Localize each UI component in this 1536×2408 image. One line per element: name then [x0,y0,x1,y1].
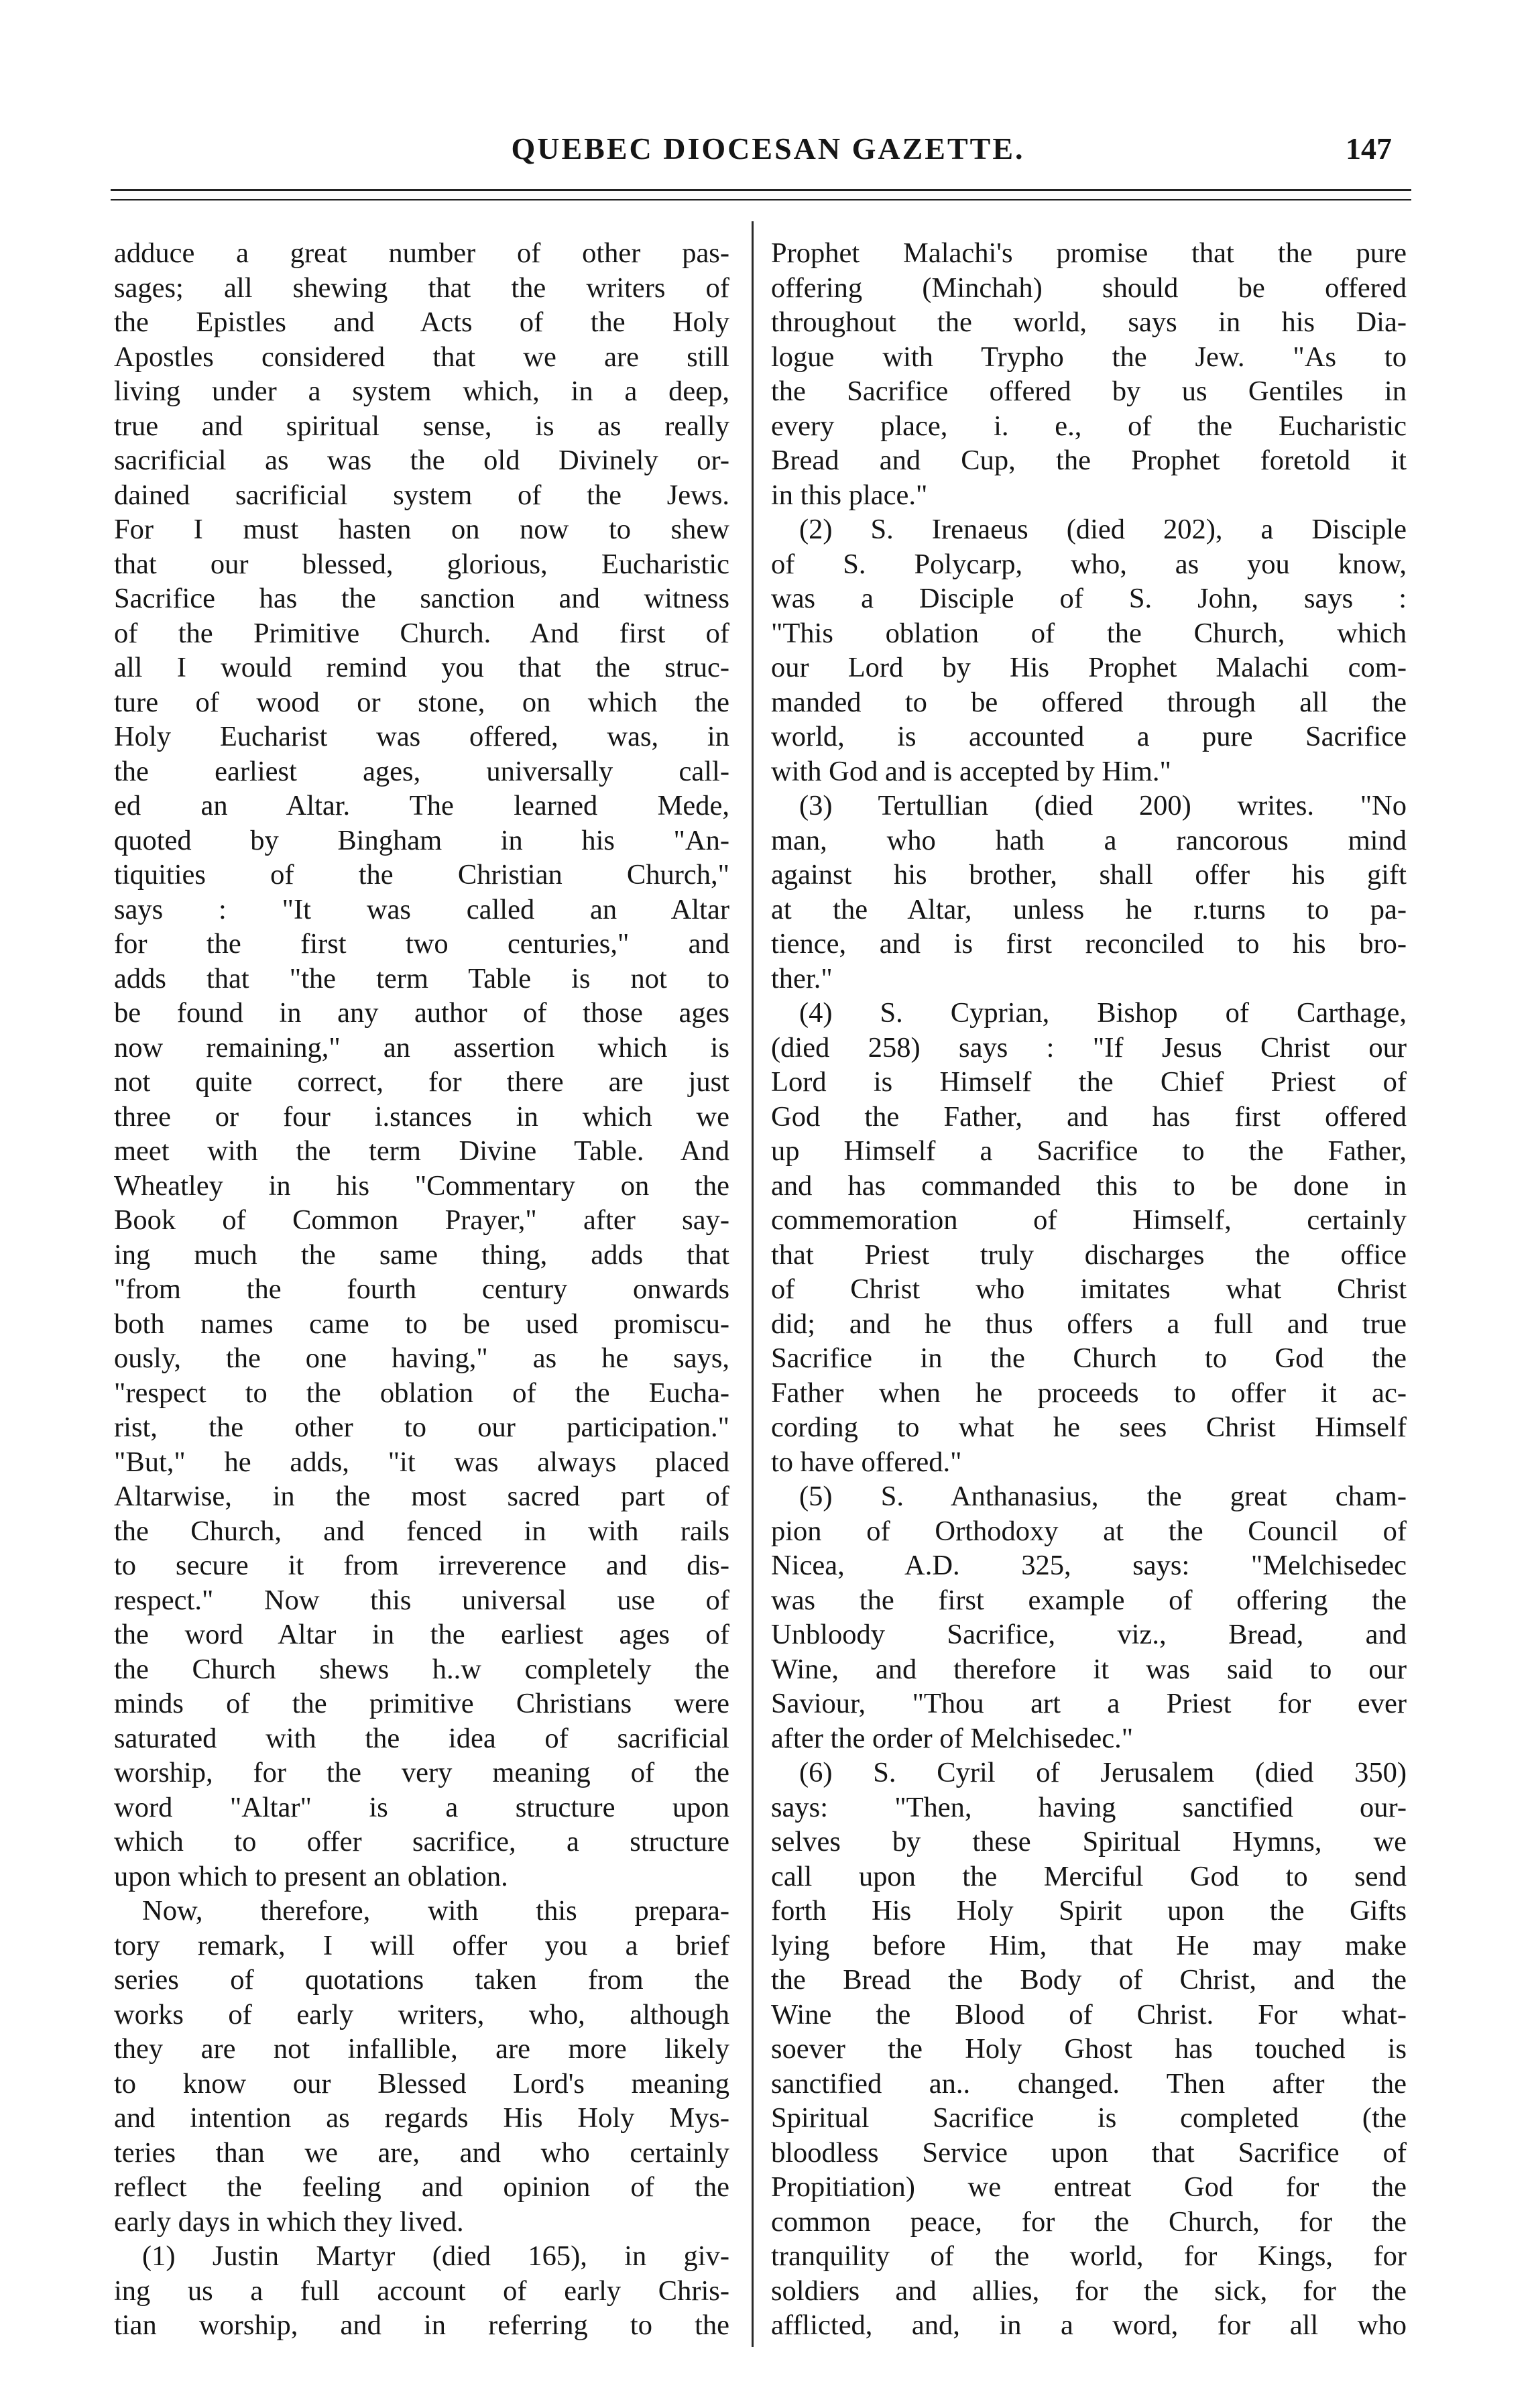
text-line: forth His Holy Spirit upon the Gifts [771,1895,1407,1927]
text-line: Bread and Cup, the Prophet foretold it [771,445,1407,476]
text-line: (5) S. Anthanasius, the great cham- [799,1481,1407,1512]
text-line: with God and is accepted by Him." [771,755,1171,787]
text-line: for the first two centuries," and [114,928,729,960]
text-line: manded to be offered through all the [771,686,1407,718]
text-line: God the Father, and has first offered [771,1100,1407,1133]
text-line: tranquility of the world, for Kings, for [771,2240,1407,2272]
text-line: of S. Polycarp, who, as you know, [771,548,1407,580]
text-line: now remaining," an assertion which is [114,1031,729,1064]
text-line: did; and he thus offers a full and true [771,1308,1407,1340]
text-line: teries than we are, and who certainly [114,2136,729,2169]
text-line: adduce a great number of other pas- [114,237,729,269]
text-line: was the first example of offering the [771,1584,1407,1616]
text-line: Saviour, "Thou art a Priest for ever [771,1688,1407,1719]
text-line: worship, for the very meaning of the [114,1757,729,1788]
text-line: after the order of Melchisedec." [771,1722,1134,1754]
text-line: logue with Trypho the Jew. "As to [771,341,1407,373]
text-line: meet with the term Divine Table. And [114,1135,729,1167]
text-line: respect." Now this universal use of [114,1584,729,1616]
left-column [114,236,729,2343]
text-line: minds of the primitive Christians were [114,1688,729,1719]
text-line: lying before Him, that He may make [771,1929,1407,1961]
text-line: "This oblation of the Church, which [771,617,1407,649]
text-line: Spiritual Sacrifice is completed (the [771,2102,1407,2134]
text-line: which to offer sacrifice, a structure [114,1826,729,1857]
text-line: (1) Justin Martyr (died 165), in giv- [142,2240,729,2272]
header-rule-top [111,189,1411,191]
text-line: Propitiation) we entreat God for the [771,2171,1407,2203]
text-line: bloodless Service upon that Sacrifice of [771,2136,1407,2169]
text-line: Holy Eucharist was offered, was, in [114,721,729,752]
text-line: (4) S. Cyprian, Bishop of Carthage, [799,997,1407,1029]
text-line: the Church shews h..w completely the [114,1653,729,1685]
text-line: three or four i.stances in which we [114,1100,729,1133]
running-title: QUEBEC DIOCESAN GAZETTE. [511,131,1025,166]
text-line: and intention as regards His Holy Mys- [114,2102,729,2134]
text-line: rist, the other to our participation." [114,1412,729,1443]
text-line: was a Disciple of S. John, says : [771,583,1407,614]
text-line: true and spiritual sense, is as really [114,410,729,442]
text-line: reflect the feeling and opinion of the [114,2171,729,2203]
text-line: word "Altar" is a structure upon [114,1791,729,1823]
text-line: of Christ who imitates what Christ [771,1273,1407,1305]
text-line: world, is accounted a pure Sacrifice [771,721,1407,752]
text-line: quoted by Bingham in his "An- [114,824,729,856]
text-line: up Himself a Sacrifice to the Father, [771,1135,1407,1167]
text-line: Apostles considered that we are still [114,341,729,373]
text-line: call upon the Merciful God to send [771,1860,1407,1892]
text-line: (died 258) says : "If Jesus Christ our [771,1031,1407,1064]
text-line: ed an Altar. The learned Mede, [114,790,729,821]
text-line: Sacrifice in the Church to God the [771,1342,1407,1374]
text-line: Wheatley in his "Commentary on the [114,1169,729,1202]
text-line: (2) S. Irenaeus (died 202), a Disciple [799,514,1407,545]
text-line: every place, i. e., of the Eucharistic [771,410,1407,442]
text-line: soldiers and allies, for the sick, for the [771,2275,1407,2307]
text-line: living under a system which, in a deep, [114,376,729,407]
text-line: says: "Then, having sanctified our- [771,1791,1407,1823]
text-line: throughout the world, says in his Dia- [771,306,1407,338]
text-line: Prophet Malachi's promise that the pure [771,237,1407,269]
text-line: and has commanded this to be done in [771,1169,1407,1202]
page-number: 147 [1346,131,1392,166]
text-line: Sacrifice has the sanction and witness [114,583,729,614]
text-line: sacrificial as was the old Divinely or- [114,445,729,476]
text-line: Father when he proceeds to offer it ac- [771,1377,1407,1409]
text-line: of the Primitive Church. And first of [114,617,729,649]
text-line: says : "It was called an Altar [114,893,729,925]
text-line: series of quotations taken from the [114,1964,729,1996]
text-line: ther." [771,962,833,994]
text-line: For I must hasten on now to shew [114,514,729,545]
text-line: both names came to be used promiscu- [114,1308,729,1340]
header-rule-bottom [111,199,1411,200]
text-line: Altarwise, in the most sacred part of [114,1481,729,1512]
right-column [771,236,1407,2343]
text-line: not quite correct, for there are just [114,1066,729,1098]
text-line: to know our Blessed Lord's meaning [114,2067,729,2100]
text-line: dained sacrificial system of the Jews. [114,479,729,511]
page-header [0,0,1536,201]
text-line: Now, therefore, with this prepara- [142,1895,729,1927]
text-line: saturated with the idea of sacrificial [114,1722,729,1754]
text-line: the Bread the Body of Christ, and the [771,1964,1407,1996]
text-line: ture of wood or stone, on which the [114,686,729,718]
text-line: sages; all shewing that the writers of [114,272,729,304]
text-line: "respect to the oblation of the Eucha- [114,1377,729,1409]
text-line: the word Altar in the earliest ages of [114,1619,729,1650]
text-line: tory remark, I will offer you a brief [114,1929,729,1961]
text-line: tiquities of the Christian Church," [114,859,729,891]
text-line: the earliest ages, universally call- [114,755,729,787]
text-line: that our blessed, glorious, Eucharistic [114,548,729,580]
text-line: afflicted, and, in a word, for all who [771,2309,1407,2341]
text-line: "from the fourth century onwards [114,1273,729,1305]
text-line: Wine the Blood of Christ. For what- [771,1998,1407,2030]
text-line: in this place." [771,479,928,511]
text-line: to secure it from irreverence and dis- [114,1550,729,1581]
text-line: upon which to present an oblation. [114,1860,508,1892]
text-line: tience, and is first reconciled to his bro- [771,928,1407,960]
text-line: the Epistles and Acts of the Holy [114,306,729,338]
text-line: ing us a full account of early Chris- [114,2275,729,2307]
text-line: Lord is Himself the Chief Priest of [771,1066,1407,1098]
text-line: Wine, and therefore it was said to our [771,1653,1407,1685]
text-line: man, who hath a rancorous mind [771,824,1407,856]
text-line: adds that "the term Table is not to [114,962,729,994]
text-line: (3) Tertullian (died 200) writes. "No [799,790,1407,821]
text-line: common peace, for the Church, for the [771,2205,1407,2238]
text-line: selves by these Spiritual Hymns, we [771,1826,1407,1857]
text-line: (6) S. Cyril of Jerusalem (died 350) [799,1757,1407,1788]
text-line: Nicea, A.D. 325, says: "Melchisedec [771,1550,1407,1581]
text-line: against his brother, shall offer his gift [771,859,1407,891]
text-line: they are not infallible, are more likely [114,2033,729,2065]
text-line: offering (Minchah) should be offered [771,272,1407,304]
text-line: that Priest truly discharges the office [771,1239,1407,1271]
text-line: our Lord by His Prophet Malachi com- [771,652,1407,683]
text-line: cording to what he sees Christ Himself [771,1412,1407,1443]
text-line: pion of Orthodoxy at the Council of [771,1515,1407,1547]
text-line: works of early writers, who, although [114,1998,729,2030]
column-divider [752,221,754,2347]
text-line: sanctified an.. changed. Then after the [771,2067,1407,2100]
text-line: soever the Holy Ghost has touched is [771,2033,1407,2065]
text-line: the Church, and fenced in with rails [114,1515,729,1547]
text-line: "But," he adds, "it was always placed [114,1446,729,1478]
text-line: commemoration of Himself, certainly [771,1204,1407,1236]
text-line: tian worship, and in referring to the [114,2309,729,2341]
text-line: to have offered." [771,1446,962,1478]
text-line: early days in which they lived. [114,2205,464,2238]
text-line: the Sacrifice offered by us Gentiles in [771,376,1407,407]
text-line: be found in any author of those ages [114,997,729,1029]
text-line: at the Altar, unless he r.turns to pa- [771,893,1407,925]
text-line: all I would remind you that the struc- [114,652,729,683]
text-line: Book of Common Prayer," after say- [114,1204,729,1236]
text-line: ing much the same thing, adds that [114,1239,729,1271]
text-line: Unbloody Sacrifice, viz., Bread, and [771,1619,1407,1650]
text-line: ously, the one having," as he says, [114,1342,729,1374]
